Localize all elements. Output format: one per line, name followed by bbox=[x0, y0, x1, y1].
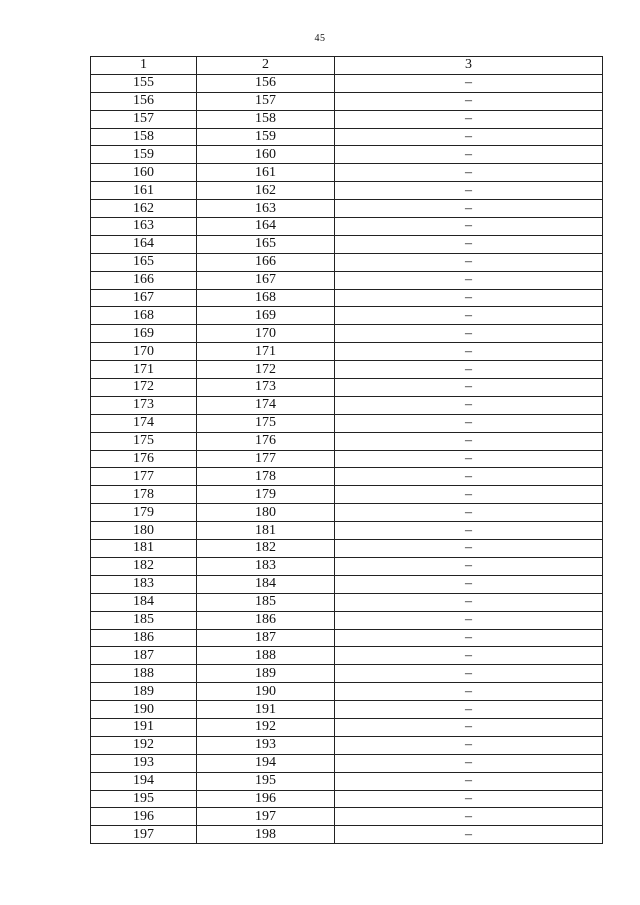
table-cell-col1: 164 bbox=[91, 235, 197, 253]
table-cell-col2: 165 bbox=[197, 235, 335, 253]
table-cell-col1: 189 bbox=[91, 683, 197, 701]
table-row bbox=[91, 683, 603, 701]
table-cell-col2: 169 bbox=[197, 307, 335, 325]
table-cell-col3: – bbox=[335, 504, 603, 522]
table-cell-col1: 160 bbox=[91, 164, 197, 182]
table-cell-col1: 179 bbox=[91, 504, 197, 522]
table-cell-col3: – bbox=[335, 486, 603, 504]
table-cell-col2: 178 bbox=[197, 468, 335, 486]
table-cell-col3: – bbox=[335, 665, 603, 683]
table-row bbox=[91, 754, 603, 772]
table-cell-col3: – bbox=[335, 307, 603, 325]
table-cell-col2: 183 bbox=[197, 557, 335, 575]
table-row bbox=[91, 164, 603, 182]
table-cell-col2: 194 bbox=[197, 754, 335, 772]
table-cell-col2: 171 bbox=[197, 343, 335, 361]
table-row bbox=[91, 235, 603, 253]
table-row bbox=[91, 575, 603, 593]
table-cell-col3: – bbox=[335, 182, 603, 200]
table-cell-col3: – bbox=[335, 790, 603, 808]
table-cell-col1: 177 bbox=[91, 468, 197, 486]
table-cell-col3: – bbox=[335, 450, 603, 468]
table-cell-col2: 163 bbox=[197, 200, 335, 218]
table-cell-col2: 172 bbox=[197, 361, 335, 379]
table-row bbox=[91, 522, 603, 540]
table-cell-col3: – bbox=[335, 414, 603, 432]
table-body bbox=[91, 74, 603, 843]
table-cell-col1: 197 bbox=[91, 826, 197, 844]
column-header-3: 3 bbox=[335, 57, 603, 75]
table-cell-col3: – bbox=[335, 146, 603, 164]
table-cell-col1: 172 bbox=[91, 379, 197, 397]
table-row bbox=[91, 593, 603, 611]
column-header-1: 1 bbox=[91, 57, 197, 75]
table-cell-col3: – bbox=[335, 343, 603, 361]
table-row bbox=[91, 665, 603, 683]
table-cell-col1: 170 bbox=[91, 343, 197, 361]
table-cell-col1: 183 bbox=[91, 575, 197, 593]
table-cell-col2: 180 bbox=[197, 504, 335, 522]
table-cell-col1: 178 bbox=[91, 486, 197, 504]
table-cell-col1: 163 bbox=[91, 218, 197, 236]
table-cell-col3: – bbox=[335, 235, 603, 253]
table-cell-col2: 159 bbox=[197, 128, 335, 146]
table-cell-col2: 193 bbox=[197, 736, 335, 754]
table-row bbox=[91, 253, 603, 271]
table-cell-col1: 192 bbox=[91, 736, 197, 754]
table-cell-col2: 175 bbox=[197, 414, 335, 432]
table-cell-col2: 191 bbox=[197, 701, 335, 719]
table-row bbox=[91, 414, 603, 432]
table-cell-col2: 160 bbox=[197, 146, 335, 164]
table-cell-col3: – bbox=[335, 629, 603, 647]
table-cell-col1: 188 bbox=[91, 665, 197, 683]
table-row bbox=[91, 361, 603, 379]
table-cell-col3: – bbox=[335, 540, 603, 558]
table-row bbox=[91, 110, 603, 128]
table-cell-col1: 171 bbox=[91, 361, 197, 379]
table-row bbox=[91, 92, 603, 110]
table-cell-col3: – bbox=[335, 218, 603, 236]
table-cell-col1: 174 bbox=[91, 414, 197, 432]
table-cell-col1: 169 bbox=[91, 325, 197, 343]
table-cell-col3: – bbox=[335, 557, 603, 575]
table-row bbox=[91, 647, 603, 665]
table-cell-col2: 166 bbox=[197, 253, 335, 271]
table-cell-col1: 196 bbox=[91, 808, 197, 826]
table-cell-col2: 190 bbox=[197, 683, 335, 701]
table-cell-col1: 176 bbox=[91, 450, 197, 468]
table-row bbox=[91, 701, 603, 719]
table-row bbox=[91, 289, 603, 307]
table-cell-col1: 166 bbox=[91, 271, 197, 289]
table-cell-col3: – bbox=[335, 164, 603, 182]
table-row bbox=[91, 540, 603, 558]
table-cell-col2: 184 bbox=[197, 575, 335, 593]
table-cell-col1: 158 bbox=[91, 128, 197, 146]
table-cell-col2: 167 bbox=[197, 271, 335, 289]
table-cell-col2: 196 bbox=[197, 790, 335, 808]
table-cell-col1: 181 bbox=[91, 540, 197, 558]
table-cell-col1: 161 bbox=[91, 182, 197, 200]
table-cell-col3: – bbox=[335, 718, 603, 736]
table-cell-col2: 162 bbox=[197, 182, 335, 200]
table-row bbox=[91, 218, 603, 236]
table-cell-col1: 165 bbox=[91, 253, 197, 271]
table-cell-col1: 186 bbox=[91, 629, 197, 647]
table-row bbox=[91, 790, 603, 808]
table-row bbox=[91, 146, 603, 164]
table-cell-col1: 167 bbox=[91, 289, 197, 307]
table-cell-col2: 189 bbox=[197, 665, 335, 683]
table-row bbox=[91, 629, 603, 647]
table-cell-col1: 182 bbox=[91, 557, 197, 575]
table-cell-col3: – bbox=[335, 253, 603, 271]
table-cell-col3: – bbox=[335, 74, 603, 92]
table-row bbox=[91, 504, 603, 522]
table-cell-col3: – bbox=[335, 701, 603, 719]
table-cell-col2: 198 bbox=[197, 826, 335, 844]
table-cell-col3: – bbox=[335, 468, 603, 486]
table-cell-col1: 162 bbox=[91, 200, 197, 218]
table-cell-col3: – bbox=[335, 683, 603, 701]
table-cell-col2: 173 bbox=[197, 379, 335, 397]
table-cell-col1: 168 bbox=[91, 307, 197, 325]
table-cell-col3: – bbox=[335, 92, 603, 110]
table-row bbox=[91, 182, 603, 200]
table-cell-col2: 181 bbox=[197, 522, 335, 540]
table-cell-col2: 157 bbox=[197, 92, 335, 110]
table-cell-col2: 197 bbox=[197, 808, 335, 826]
table-cell-col1: 187 bbox=[91, 647, 197, 665]
table-cell-col3: – bbox=[335, 110, 603, 128]
table-cell-col3: – bbox=[335, 826, 603, 844]
table-cell-col2: 182 bbox=[197, 540, 335, 558]
table-cell-col3: – bbox=[335, 432, 603, 450]
table-cell-col3: – bbox=[335, 128, 603, 146]
table-cell-col1: 173 bbox=[91, 396, 197, 414]
table-cell-col1: 157 bbox=[91, 110, 197, 128]
table-row bbox=[91, 271, 603, 289]
table-cell-col2: 188 bbox=[197, 647, 335, 665]
table-row bbox=[91, 325, 603, 343]
table-cell-col2: 186 bbox=[197, 611, 335, 629]
table-cell-col3: – bbox=[335, 200, 603, 218]
table-row bbox=[91, 557, 603, 575]
table-row bbox=[91, 772, 603, 790]
table-row bbox=[91, 379, 603, 397]
table-cell-col3: – bbox=[335, 379, 603, 397]
table-row bbox=[91, 128, 603, 146]
column-header-2: 2 bbox=[197, 57, 335, 75]
table-cell-col2: 164 bbox=[197, 218, 335, 236]
table-cell-col2: 187 bbox=[197, 629, 335, 647]
table-cell-col2: 192 bbox=[197, 718, 335, 736]
page-number: 45 bbox=[314, 33, 326, 44]
table-cell-col2: 168 bbox=[197, 289, 335, 307]
table-cell-col1: 193 bbox=[91, 754, 197, 772]
table-cell-col2: 179 bbox=[197, 486, 335, 504]
table-cell-col3: – bbox=[335, 361, 603, 379]
table-cell-col1: 190 bbox=[91, 701, 197, 719]
table-cell-col2: 170 bbox=[197, 325, 335, 343]
table-cell-col1: 155 bbox=[91, 74, 197, 92]
table-row bbox=[91, 200, 603, 218]
table-cell-col2: 158 bbox=[197, 110, 335, 128]
table-row bbox=[91, 468, 603, 486]
table-row bbox=[91, 396, 603, 414]
table-cell-col1: 180 bbox=[91, 522, 197, 540]
table-cell-col2: 174 bbox=[197, 396, 335, 414]
table-row bbox=[91, 808, 603, 826]
table-row bbox=[91, 736, 603, 754]
table-cell-col3: – bbox=[335, 593, 603, 611]
table-cell-col3: – bbox=[335, 325, 603, 343]
table-cell-col3: – bbox=[335, 271, 603, 289]
table-cell-col3: – bbox=[335, 396, 603, 414]
table-cell-col1: 185 bbox=[91, 611, 197, 629]
table-cell-col2: 156 bbox=[197, 74, 335, 92]
table-header-row bbox=[91, 57, 603, 75]
table-cell-col3: – bbox=[335, 289, 603, 307]
table-cell-col3: – bbox=[335, 772, 603, 790]
table-row bbox=[91, 718, 603, 736]
table-cell-col3: – bbox=[335, 808, 603, 826]
table-cell-col1: 194 bbox=[91, 772, 197, 790]
table-cell-col3: – bbox=[335, 647, 603, 665]
table-cell-col2: 195 bbox=[197, 772, 335, 790]
table-row bbox=[91, 826, 603, 844]
table-cell-col2: 161 bbox=[197, 164, 335, 182]
table-cell-col3: – bbox=[335, 522, 603, 540]
table-cell-col2: 176 bbox=[197, 432, 335, 450]
table-cell-col3: – bbox=[335, 611, 603, 629]
table-row bbox=[91, 307, 603, 325]
table-row bbox=[91, 486, 603, 504]
table-row bbox=[91, 74, 603, 92]
table-cell-col3: – bbox=[335, 575, 603, 593]
table-row bbox=[91, 432, 603, 450]
table-header bbox=[91, 57, 603, 75]
table-cell-col2: 185 bbox=[197, 593, 335, 611]
table-row bbox=[91, 343, 603, 361]
table-cell-col2: 177 bbox=[197, 450, 335, 468]
table-cell-col1: 159 bbox=[91, 146, 197, 164]
table-cell-col3: – bbox=[335, 736, 603, 754]
data-table bbox=[90, 56, 603, 844]
table-cell-col1: 184 bbox=[91, 593, 197, 611]
table-cell-col1: 175 bbox=[91, 432, 197, 450]
table-cell-col1: 195 bbox=[91, 790, 197, 808]
table-row bbox=[91, 450, 603, 468]
table-cell-col3: – bbox=[335, 754, 603, 772]
table-cell-col1: 156 bbox=[91, 92, 197, 110]
table-cell-col1: 191 bbox=[91, 718, 197, 736]
table-row bbox=[91, 611, 603, 629]
